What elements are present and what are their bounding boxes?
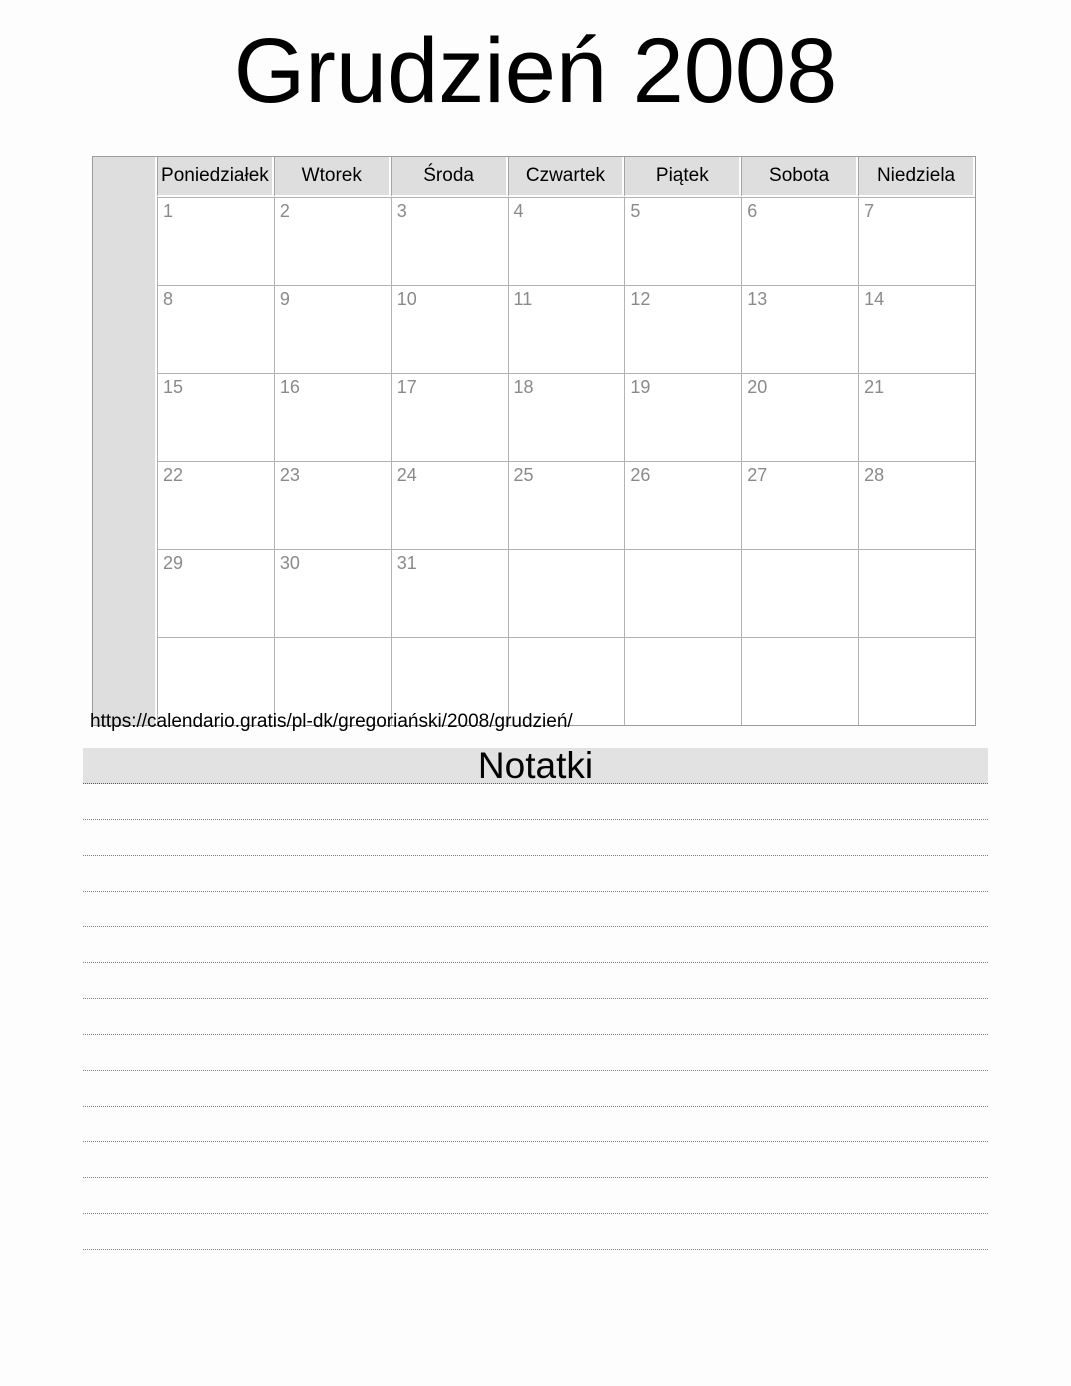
calendar-week-row	[93, 197, 975, 285]
notes-line	[83, 1071, 988, 1107]
calendar-day-cell: 31	[391, 549, 508, 637]
calendar-day-cell	[741, 637, 858, 725]
notes-line	[83, 999, 988, 1035]
calendar-day-cell: 5	[624, 197, 741, 285]
weekday-header-friday: Piątek	[624, 157, 741, 197]
calendar-day-cell: 15	[157, 373, 274, 461]
calendar-day-cell: 23	[274, 461, 391, 549]
calendar-day-cell: 6	[741, 197, 858, 285]
page-title: Grudzień 2008	[233, 20, 838, 122]
calendar-week-row	[93, 461, 975, 549]
calendar-day-cell	[741, 549, 858, 637]
calendar-day-cell	[624, 637, 741, 725]
calendar-day-cell: 22	[157, 461, 274, 549]
calendar-week-row	[93, 549, 975, 637]
calendar-day-cell: 11	[508, 285, 625, 373]
calendar-table	[92, 156, 976, 726]
weekday-header-thursday: Czwartek	[508, 157, 625, 197]
calendar-day-cell: 20	[741, 373, 858, 461]
notes-line	[83, 784, 988, 820]
calendar-day-cell: 3	[391, 197, 508, 285]
calendar-day-cell	[624, 549, 741, 637]
weekday-header-monday: Poniedziałek	[157, 157, 274, 197]
notes-line	[83, 820, 988, 856]
calendar-day-cell: 18	[508, 373, 625, 461]
weekday-header-tuesday: Wtorek	[274, 157, 391, 197]
notes-line	[83, 856, 988, 892]
calendar-day-cell: 12	[624, 285, 741, 373]
notes-title: Notatki	[477, 745, 594, 786]
notes-line	[83, 1214, 988, 1250]
notes-line	[83, 963, 988, 999]
notes-line	[83, 1035, 988, 1071]
calendar-day-cell: 4	[508, 197, 625, 285]
calendar-left-gutter	[93, 157, 157, 725]
calendar-week-row	[93, 373, 975, 461]
calendar-day-cell: 9	[274, 285, 391, 373]
calendar-day-cell: 8	[157, 285, 274, 373]
calendar-day-cell: 26	[624, 461, 741, 549]
calendar-day-cell: 16	[274, 373, 391, 461]
calendar-day-cell: 2	[274, 197, 391, 285]
notes-line	[83, 892, 988, 928]
notes-lines	[83, 784, 988, 1250]
calendar-day-cell: 19	[624, 373, 741, 461]
weekday-header-row	[93, 157, 975, 197]
calendar-day-cell: 30	[274, 549, 391, 637]
notes-line	[83, 927, 988, 963]
calendar-day-cell: 1	[157, 197, 274, 285]
calendar-day-cell: 28	[858, 461, 975, 549]
calendar-day-cell	[858, 549, 975, 637]
notes-line	[83, 1178, 988, 1214]
weekday-header-saturday: Sobota	[741, 157, 858, 197]
calendar-day-cell: 10	[391, 285, 508, 373]
calendar-day-cell: 21	[858, 373, 975, 461]
calendar-day-cell	[508, 549, 625, 637]
calendar-day-cell: 29	[157, 549, 274, 637]
calendar-day-cell: 14	[858, 285, 975, 373]
weekday-header-wednesday: Środa	[391, 157, 508, 197]
notes-line	[83, 1142, 988, 1178]
calendar-day-cell: 13	[741, 285, 858, 373]
calendar-day-cell: 7	[858, 197, 975, 285]
calendar-day-cell: 24	[391, 461, 508, 549]
weekday-header-sunday: Niedziela	[858, 157, 975, 197]
calendar-day-cell	[858, 637, 975, 725]
calendar-day-cell: 25	[508, 461, 625, 549]
calendar-day-cell: 27	[741, 461, 858, 549]
source-url: https://calendario.gratis/pl-dk/gregoriański/2008/grudzień/	[90, 711, 573, 732]
calendar-day-cell: 17	[391, 373, 508, 461]
calendar-week-row	[93, 285, 975, 373]
notes-line	[83, 1107, 988, 1143]
notes-header-bar	[83, 745, 988, 786]
